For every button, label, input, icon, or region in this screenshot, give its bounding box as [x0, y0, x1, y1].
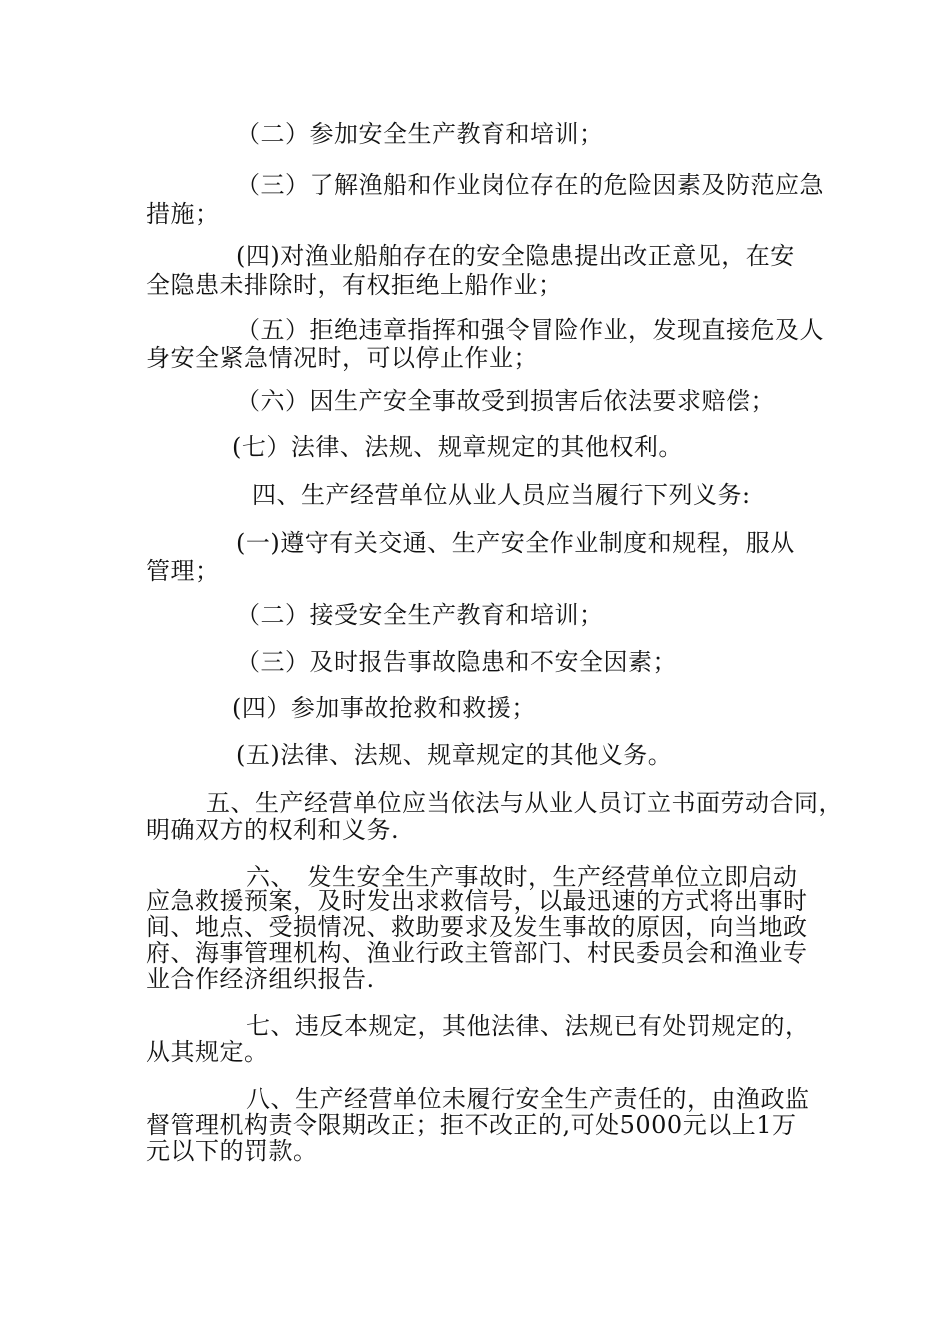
text-line: （五）拒绝违章指挥和强令冒险作业，发现直接危及人 [236, 316, 824, 344]
section-heading: 五、生产经营单位应当依法与从业人员订立书面劳动合同， [206, 789, 843, 817]
text-line: 管理； [146, 557, 220, 585]
text-line: （三）了解渔船和作业岗位存在的危险因素及防范应急 [236, 171, 824, 199]
text-line: 明确双方的权利和义务. [146, 816, 400, 844]
text-line: (七）法律、法规、规章规定的其他权利。 [232, 433, 683, 461]
text-line: 元以下的罚款。 [146, 1137, 318, 1165]
section-heading: 四、生产经营单位从业人员应当履行下列义务: [252, 481, 751, 509]
section-heading: 六、 发生安全生产事故时，生产经营单位立即启动 [246, 863, 798, 891]
text-line: 全隐患未排除时，有权拒绝上船作业； [146, 271, 563, 299]
text-line: 应急救援预案，及时发出求救信号，以最迅速的方式将出事时 [146, 887, 808, 915]
section-heading: 八、生产经营单位未履行安全生产责任的，由渔政监 [246, 1085, 810, 1113]
text-line: (一)遵守有关交通、生产安全作业制度和规程，服从 [236, 529, 795, 557]
text-line: 府、海事管理机构、渔业行政主管部门、村民委员会和渔业专 [146, 939, 808, 967]
text-line: 督管理机构责令限期改正；拒不改正的,可处5000元以上1万 [146, 1111, 797, 1139]
text-line: (四)对渔业船舶存在的安全隐患提出改正意见，在安 [236, 242, 795, 270]
text-line: （三）及时报告事故隐患和不安全因素； [236, 648, 677, 676]
text-line: (四）参加事故抢救和救援； [232, 694, 536, 722]
text-line: （二）接受安全生产教育和培训； [236, 601, 604, 629]
text-line: (五)法律、法规、规章规定的其他义务。 [236, 741, 673, 769]
text-line: （二）参加安全生产教育和培训； [236, 120, 604, 148]
text-line: 从其规定。 [146, 1038, 269, 1066]
text-line: 措施； [146, 200, 220, 228]
text-line: 业合作经济组织报告. [146, 965, 375, 993]
section-heading: 七、违反本规定，其他法律、法规已有处罚规定的， [246, 1012, 810, 1040]
text-line: 身安全紧急情况时，可以停止作业； [146, 344, 538, 372]
text-line: （六）因生产安全事故受到损害后依法要求赔偿； [236, 387, 775, 415]
text-line: 间、地点、受损情况、救助要求及发生事故的原因，向当地政 [146, 913, 808, 941]
